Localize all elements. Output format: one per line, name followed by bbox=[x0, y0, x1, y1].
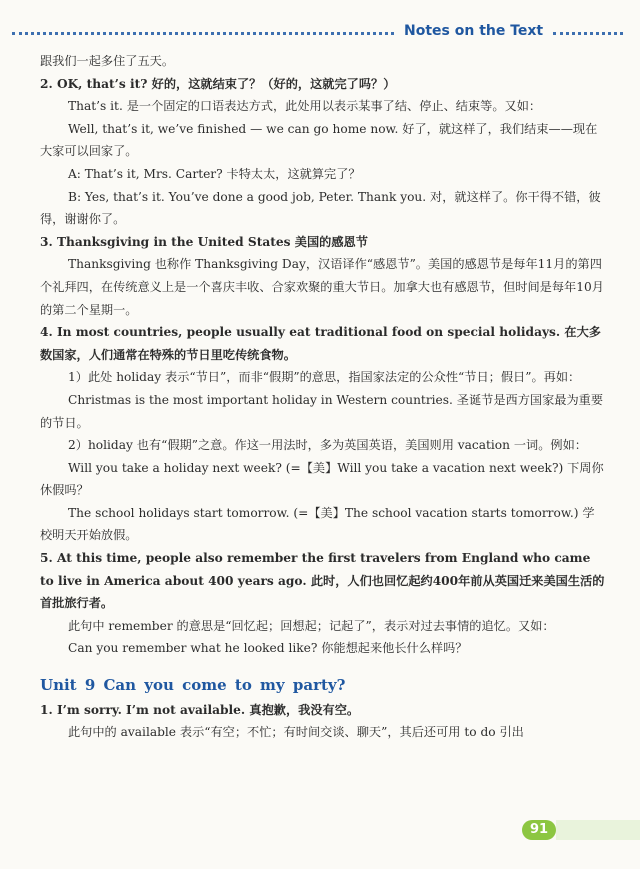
text-line: 1）此处 holiday 表示“节日”，而非“假期”的意思，指国家法定的公众性“节日；假日”。再如： bbox=[68, 370, 581, 385]
example-sentence: A: That’s it, Mrs. Carter? 卡特太太，这就算完了？ bbox=[68, 166, 361, 181]
unit-heading: Unit 9 Can you come to my party? bbox=[40, 676, 346, 695]
page-header bbox=[0, 22, 640, 44]
note-heading: 2. OK, that’s it? 好的，这就结束了？（好的，这就完了吗？） bbox=[40, 76, 396, 91]
example-sentence: B: Yes, that’s it. You’ve done a good job, Peter. Thank you. 对，就这样了。你干得不错，彼得，谢谢你了。 bbox=[40, 189, 601, 227]
example-sentence: Christmas is the most important holiday in Western countries. 圣诞节是西方国家最为重要的节日。 bbox=[40, 392, 604, 430]
example-sentence: Can you remember what he looked like? 你能想起来他长什么样吗？ bbox=[68, 641, 468, 656]
example-sentence: The school holidays start tomorrow. (=【美】The school vacation starts tomorrow.) 学校明天开始放假。 bbox=[40, 505, 595, 543]
note-heading: 1. I’m sorry. I’m not available. 真抱歉，我没有空。 bbox=[40, 702, 360, 717]
text-line: 此句中 remember 的意思是“回忆起；回想起；记起了”，表示对过去事情的追忆。又如： bbox=[68, 618, 555, 633]
example-sentence: Well, that’s it, we’ve finished — we can go home now. 好了，就这样了，我们结束——现在大家可以回家了。 bbox=[40, 121, 598, 159]
text-line: Thanksgiving 也称作 Thanksgiving Day，汉语译作“感恩节”。美国的感恩节是每年11月的第四个礼拜四，在传统意义上是一个喜庆丰收、合家欢聚的重大节日。加拿大也有感恩节，但时间是每年10月的第二个星期一。 bbox=[40, 257, 604, 317]
page-number-tab bbox=[556, 820, 640, 840]
header-title: Notes on the Text bbox=[404, 23, 544, 39]
text-line: 此句中的 available 表示“有空；不忙；有时间交谈、聊天”，其后还可用 to do 引出 bbox=[68, 725, 524, 740]
note-heading: 3. Thanksgiving in the United States 美国的感恩节 bbox=[40, 234, 368, 249]
text-line: 2）holiday 也有“假期”之意。作这一用法时，多为英国英语，美国则用 vacation 一词。例如： bbox=[68, 438, 587, 453]
page-body bbox=[40, 50, 606, 744]
text-line: 跟我们一起多住了五天。 bbox=[40, 54, 175, 68]
header-dotted-rule-left bbox=[12, 32, 394, 35]
header-dotted-rule-right bbox=[553, 32, 623, 35]
page-number: 91 bbox=[522, 820, 556, 840]
text-line: That’s it. 是一个固定的口语表达方式，此处用以表示某事了结、停止、结束等。又如： bbox=[68, 99, 542, 114]
note-heading: 5. At this time, people also remember the first travelers from England who came to live in America about 400 years ago. 此时，人们也回忆起约400年前从英国迁来美国生活的首批旅行者。 bbox=[40, 551, 605, 611]
note-heading: 4. In most countries, people usually eat traditional food on special holidays. 在大多数国家，人们通常在特殊的节日里吃传统食物。 bbox=[40, 325, 601, 362]
example-sentence: Will you take a holiday next week? (=【美】Will you take a vacation next week?) 下周你休假吗？ bbox=[40, 460, 604, 498]
